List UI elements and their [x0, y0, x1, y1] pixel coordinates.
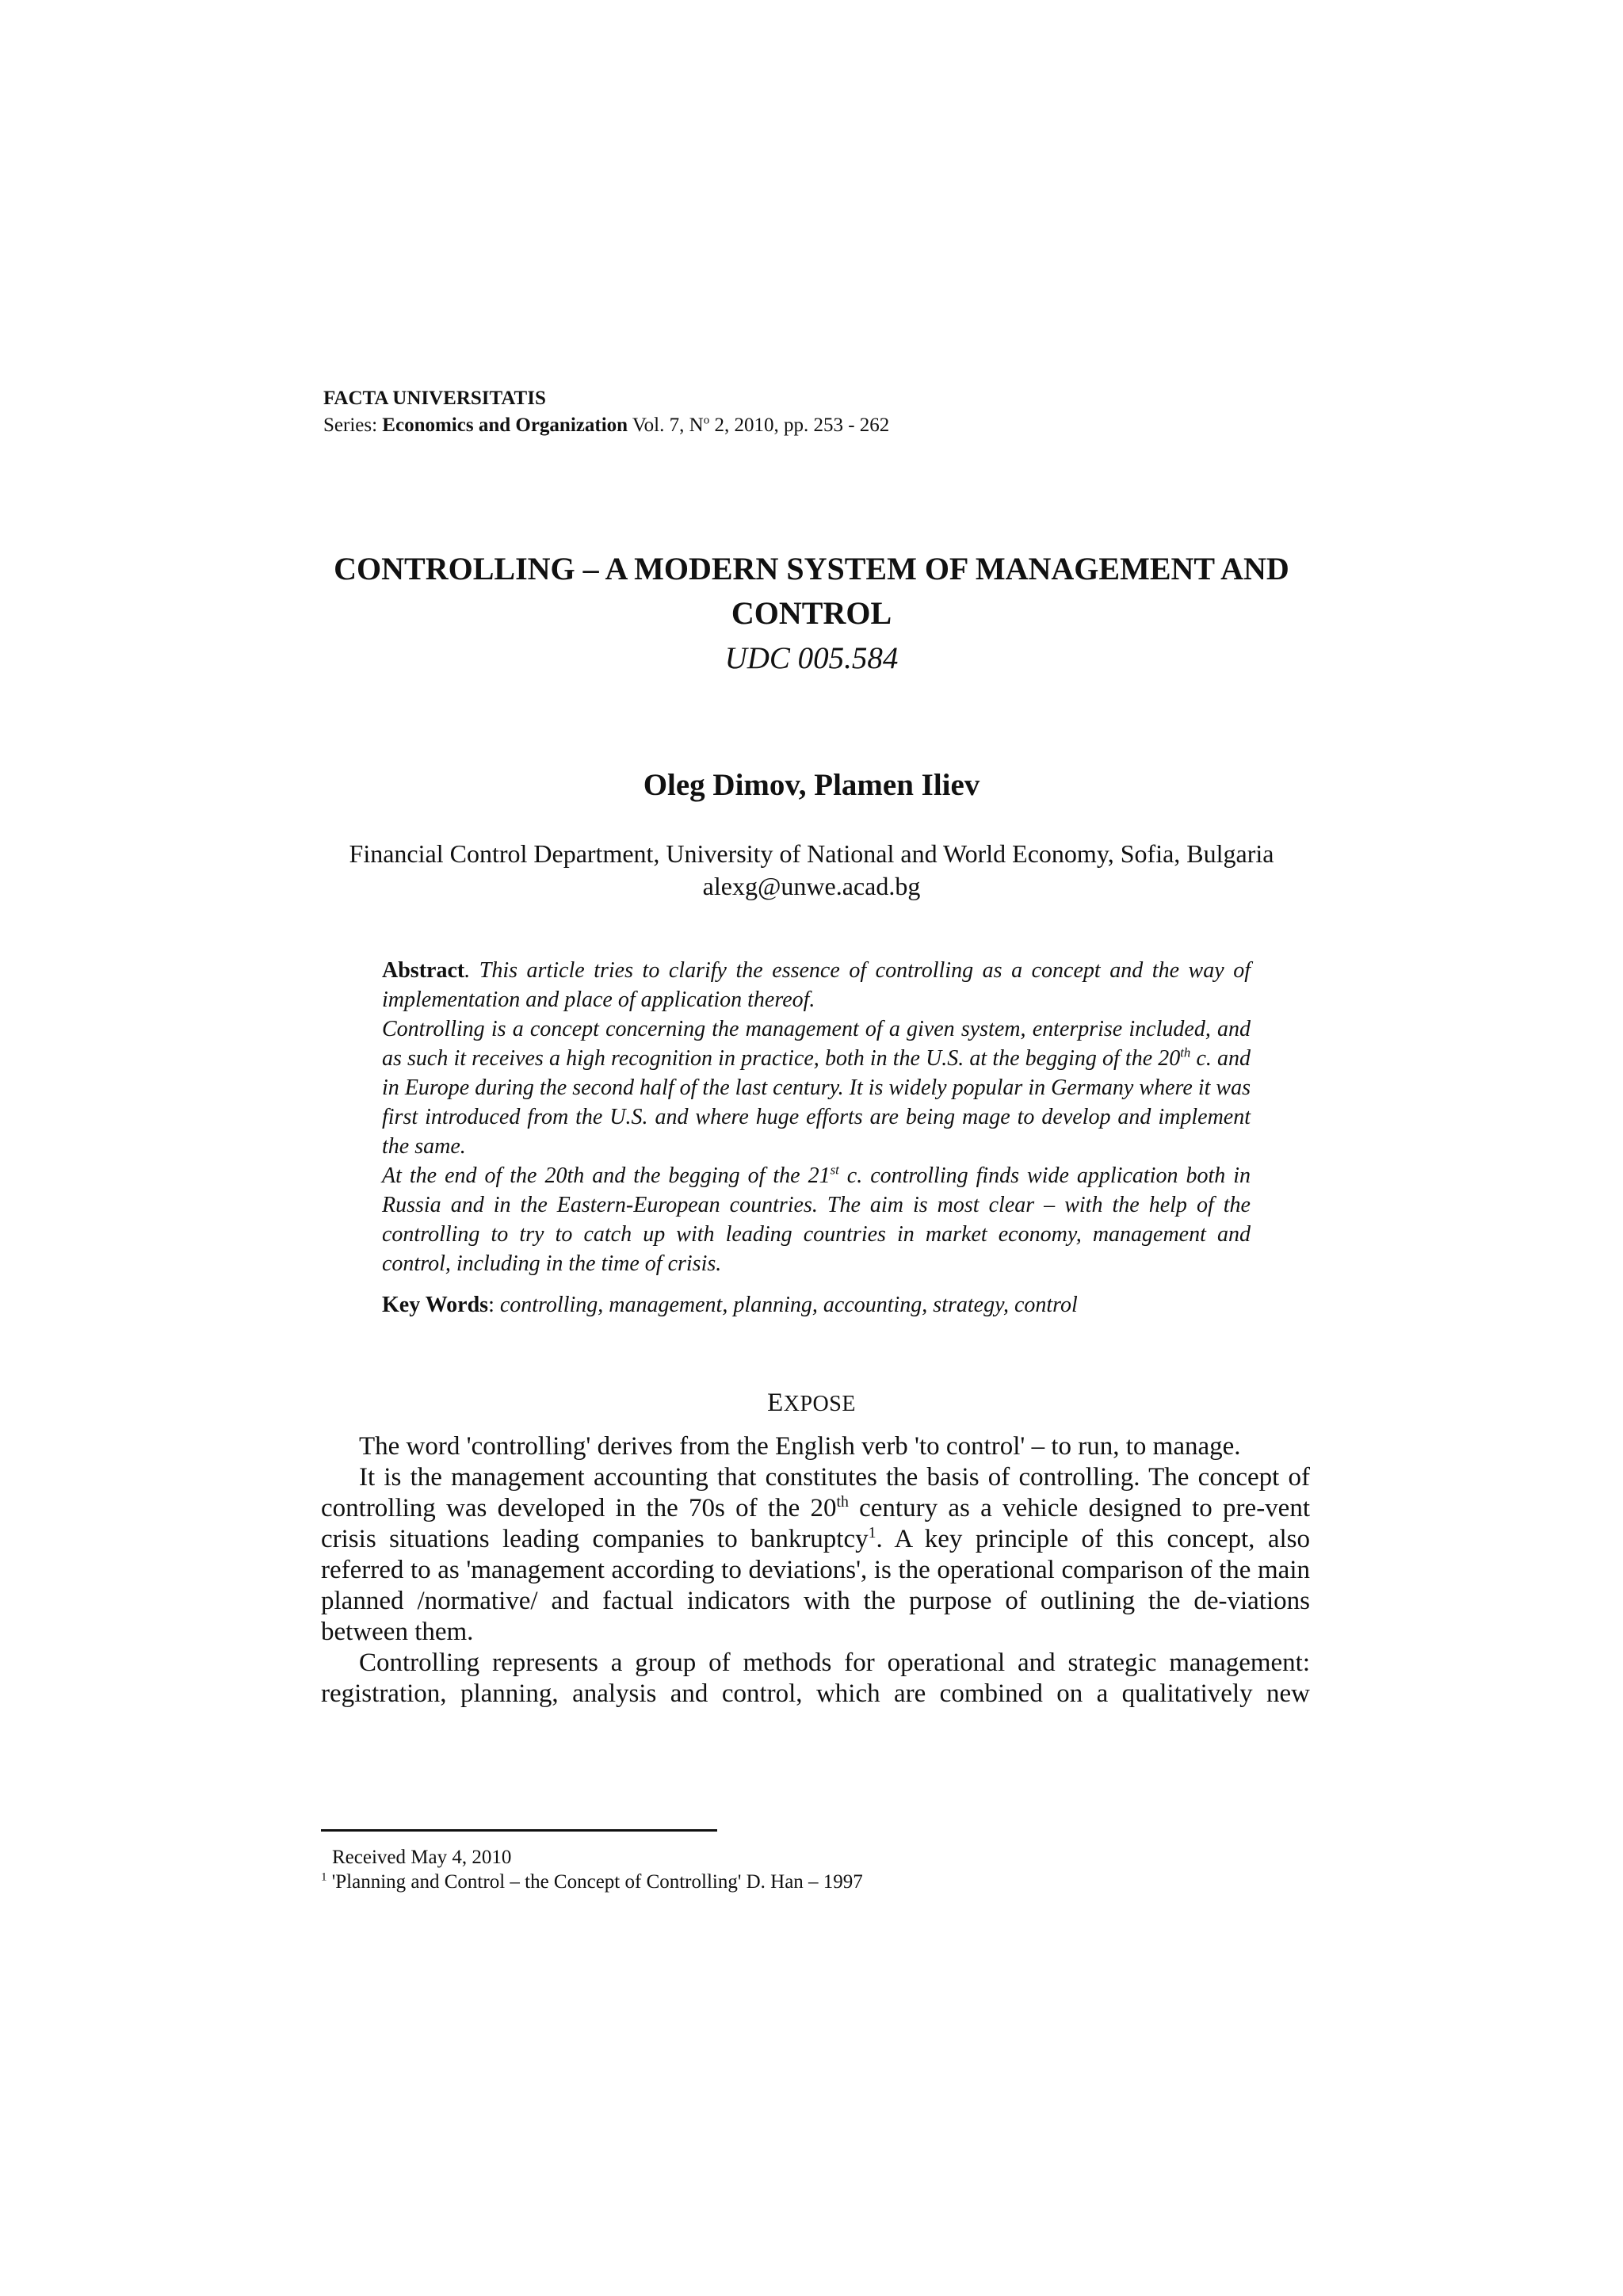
body-text: [321, 1431, 1310, 1710]
abstract-sup-2: th: [1180, 1045, 1191, 1060]
udc-code: UDC 005.584: [724, 641, 899, 675]
received-date: Received May 4, 2010: [332, 1847, 512, 1868]
volume-text: Vol. 7, N: [628, 415, 704, 436]
abstract-label: Abstract: [382, 958, 465, 983]
footnotes: [321, 1845, 863, 1894]
section-heading-rest: XPOSE: [783, 1392, 856, 1416]
journal-header: [323, 385, 889, 439]
authors: Oleg Dimov, Plamen Iliev: [643, 768, 980, 802]
section-heading-initial: E: [767, 1389, 784, 1417]
series-label: Series:: [323, 415, 383, 436]
series-name: Economics and Organization: [382, 415, 628, 436]
abstract: [382, 956, 1251, 1278]
email: alexg@unwe.acad.bg: [702, 872, 921, 900]
keywords-text: controlling, management, planning, accounting, strategy, control: [499, 1293, 1078, 1317]
issue-pages: 2, 2010, pp. 253 - 262: [709, 415, 890, 436]
footnote-ref-1[interactable]: 1: [868, 1524, 876, 1541]
section-heading: [262, 1389, 1361, 1418]
affiliation-block: [262, 838, 1361, 903]
abstract-paragraph-1: [382, 956, 1251, 1014]
affiliation: Financial Control Department, University of National and World Economy, Sofia, Bulgaria: [349, 839, 1274, 868]
abstract-text-3a: At the end of the 20th and the begging of the 21: [382, 1163, 831, 1188]
journal-name: FACTA UNIVERSITATIS: [323, 388, 546, 409]
body-text-2a: It is the management accounting that constitutes the basis of controlling. The concept of controlling was developed in the 70s of the 20: [321, 1463, 1310, 1522]
body-sup-2: th: [836, 1493, 849, 1511]
body-text-2b: century as a vehicle designed to pre-vent crisis situations leading companies to bankruptcy: [321, 1494, 1310, 1553]
body-text-2c: . A key principle of this concept, also referred to as 'management according to deviations', is the operational comparison of the main planned /normative/ and factual indicators with the purpose of outlining the de-viations between them.: [321, 1525, 1310, 1646]
article-title: CONTROLLING – A MODERN SYSTEM OF MANAGEMENT AND CONTROL: [334, 551, 1289, 631]
body-paragraph-1: The word 'controlling' derives from the English verb 'to control' – to run, to manage.: [359, 1432, 1241, 1461]
abstract-paragraph-3: [382, 1161, 1251, 1278]
body-paragraph-2: [321, 1462, 1310, 1648]
abstract-text-2a: Controlling is a concept concerning the management of a given system, enterprise included, and as such it receives a high recognition in practice, both in the U.S. at the begging of the 20: [382, 1017, 1251, 1071]
number-sup: o: [703, 414, 710, 427]
footnote-rule: [321, 1829, 717, 1832]
footnote-1-text: 'Planning and Control – the Concept of Controlling' D. Han – 1997: [327, 1871, 863, 1893]
abstract-text-3b: c. controlling finds wide application both in Russia and in the Eastern-European countries. The aim is most clear – with the help of the controlling to try to catch up with leading countries in market economy, management and control, including in the time of crisis.: [382, 1163, 1251, 1276]
footnote-1: [321, 1870, 863, 1894]
keywords-separator: :: [488, 1293, 500, 1317]
abstract-paragraph-2: [382, 1014, 1251, 1161]
keywords-label: Key Words: [382, 1293, 489, 1317]
abstract-text-1: . This article tries to clarify the essence of controlling as a concept and the way of implementation and place of application thereof.: [382, 958, 1251, 1012]
abstract-text-2b: c. and in Europe during the second half of the last century. It is widely popular in Germany where it was first introduced from the U.S. and where huge efforts are being mage to develop and implement the same.: [382, 1046, 1251, 1159]
body-paragraph-3: Controlling represents a group of methods for operational and strategic management: registration, planning, analysis and control, which are combined on a qualitatively new: [321, 1648, 1310, 1708]
abstract-sup-3: st: [830, 1162, 839, 1178]
footnote-1-mark: 1: [321, 1870, 327, 1884]
keywords: [382, 1290, 1251, 1320]
